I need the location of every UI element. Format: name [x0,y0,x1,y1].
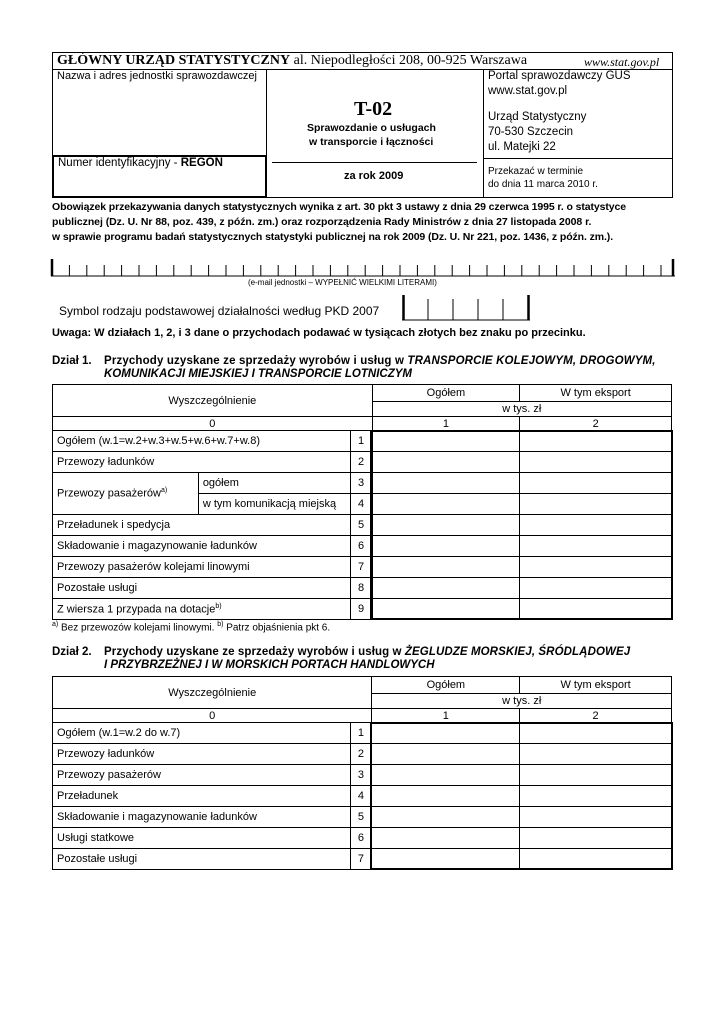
section1-col-export: W tym eksport [520,385,672,402]
section1-idx-2: 2 [520,417,672,431]
input-export[interactable] [520,557,672,578]
row-number: 5 [350,515,372,536]
form-title-2: w transporcie i łączności [309,136,434,148]
row-number: 4 [350,494,372,515]
input-export[interactable] [520,786,672,807]
footnote-b-marker: b) [217,621,224,628]
unit-name-label: Nazwa i adres jednostki sprawozdawczej [57,70,257,82]
footnote-b-text: Patrz objaśnienia pkt 6. [223,622,331,634]
table-row [53,723,672,744]
input-export[interactable] [520,723,672,744]
row-label: Składowanie i magazynowanie ładunków [53,807,351,828]
input-export[interactable] [520,807,672,828]
table-row [53,807,672,828]
input-total[interactable] [372,765,520,786]
input-total[interactable] [372,515,520,536]
section1-unit: w tys. zł [372,402,671,417]
footnote-a-text: Bez przewozów kolejami linowymi. [58,622,218,634]
input-export[interactable] [520,849,672,870]
table-row [53,452,672,473]
input-total[interactable] [372,599,520,620]
stat-office-street: ul. Matejki 22 [488,141,556,153]
email-caption: (e-mail jednostki – WYPEŁNIĆ WIELKIMI LITERAMI) [248,278,437,287]
section2-unit: w tys. zł [372,694,672,709]
table-row [53,431,672,452]
regon-label-text: Numer identyfikacyjny - [58,157,181,169]
email-field[interactable] [50,256,676,278]
row-number: 5 [350,807,372,828]
input-export[interactable] [520,431,672,452]
footnote-a-marker: a) [52,621,59,628]
year-divider [272,162,477,163]
input-total[interactable] [372,473,520,494]
section2-table [52,676,672,870]
unit-name-field[interactable] [53,84,265,154]
office-name: GŁÓWNY URZĄD STATYSTYCZNY [57,53,291,68]
pkd-code-field[interactable] [402,293,530,321]
section1-title-line-1 [104,355,656,367]
input-total[interactable] [372,849,520,870]
row-number: 6 [350,828,372,849]
input-total[interactable] [372,786,520,807]
obligation-line-1: Obowiązek przekazywania danych statystycznych wynika z art. 30 pkt 3 ustawy z dnia 29 czerwca 1995 r. o statystyce [52,201,626,213]
input-total[interactable] [372,557,520,578]
input-total[interactable] [372,536,520,557]
section2-idx-1: 1 [372,709,520,723]
input-total[interactable] [372,578,520,599]
report-year: za rok 2009 [344,170,404,182]
input-total[interactable] [372,452,520,473]
row-number: 1 [350,723,372,744]
input-export[interactable] [520,828,672,849]
row-sublabel: ogółem [198,473,350,494]
obligation-line-2: publicznej (Dz. U. Nr 88, poz. 439, z późn. zm.) oraz rozporządzenia Rady Ministrów z dnia 27 listopada 2008 r. [52,216,592,228]
form-title-1: Sprawozdanie o usługach [307,122,436,134]
row-label: Przewozy ładunków [53,744,351,765]
header-title-line [57,53,527,69]
stat-office-name: Urząd Statystyczny [488,111,587,123]
table-row [53,765,672,786]
row-number: 3 [350,765,372,786]
input-total[interactable] [372,723,520,744]
section1-number: Dział 1. [52,355,92,367]
section1-table [52,384,672,620]
row-number: 7 [350,557,372,578]
row-number: 1 [350,431,372,452]
row-number: 4 [350,786,372,807]
row-label-text: Przewozy pasażerów [57,487,161,500]
footnote-marker: b) [215,602,222,610]
input-total[interactable] [372,807,520,828]
row-label: Przeładunek i spedycja [53,515,351,536]
obligation-line-3: w sprawie programu badań statystycznych statystyki publicznej na rok 2009 (Dz. U. Nr 221, poz. 1436, z późn. zm.). [52,231,614,243]
row-label [53,473,199,515]
table-row [53,849,672,870]
input-export[interactable] [520,765,672,786]
section2-number: Dział 2. [52,646,92,658]
deadline-line-2: do dnia 11 marca 2010 r. [488,179,598,190]
row-label: Pozostałe usługi [53,578,351,599]
row-number: 7 [350,849,372,870]
row-label: Ogółem (w.1=w.2 do w.7) [53,723,351,744]
input-export[interactable] [520,599,672,620]
section2-title-italic: ŻEGLUDZE MORSKIEJ, ŚRÓDLĄDOWEJ [404,646,631,658]
deadline-line-1: Przekazać w terminie [488,166,584,177]
section1-idx-0: 0 [53,417,373,431]
row-label: Usługi statkowe [53,828,351,849]
section1-title-plain: Przychody uzyskane ze sprzedaży wyrobów i usług w [104,355,408,367]
section1-title-line-2: KOMUNIKACJI MIEJSKIEJ I TRANSPORCIE LOTNICZYM [104,368,412,380]
deadline-divider [483,158,673,159]
footnote-marker: a) [160,487,168,495]
office-address: al. Niepodległości 208, 00-925 Warszawa [293,53,528,68]
section1-col-total: Ogółem [372,385,520,402]
table-row [53,536,672,557]
input-total[interactable] [372,828,520,849]
pkd-label: Symbol rodzaju podstawowej działalności według PKD 2007 [59,304,380,318]
table-row [53,744,672,765]
row-number: 8 [350,578,372,599]
input-export[interactable] [520,473,672,494]
note-text: Uwaga: W działach 1, 2, i 3 dane o przychodach podawać w tysiącach złotych bez znaku po przecinku. [52,327,586,339]
portal-url[interactable]: www.stat.gov.pl [488,85,568,97]
row-label: Przewozy ładunków [53,452,351,473]
input-total[interactable] [372,494,520,515]
row-label [53,599,351,620]
form-code: T-02 [354,98,393,120]
section1-footnotes [52,621,330,633]
input-export[interactable] [520,536,672,557]
row-label: Ogółem (w.1=w.2+w.3+w.5+w.6+w.7+w.8) [53,431,351,452]
row-sublabel: w tym komunikacją miejską [198,494,350,515]
row-number: 3 [350,473,372,494]
section1-title-italic: TRANSPORCIE KOLEJOWYM, DROGOWYM, [407,355,656,367]
input-total[interactable] [372,431,520,452]
row-label: Przewozy pasażerów kolejami linowymi [53,557,351,578]
header-col-sep-2 [483,69,484,198]
table-row [53,515,672,536]
section2-idx-0: 0 [53,709,372,723]
row-number: 2 [350,744,372,765]
stat-office-city: 70-530 Szczecin [488,126,574,138]
row-label-text: Z wiersza 1 przypada na dotacje [57,603,216,616]
table-row [53,473,672,494]
section1-idx-1: 1 [372,417,520,431]
section2-idx-2: 2 [520,709,672,723]
input-export[interactable] [520,494,672,515]
regon-label [58,157,223,169]
portal-label: Portal sprawozdawczy GUS [488,70,631,82]
section2-col-export: W tym eksport [520,677,672,694]
row-number: 6 [350,536,372,557]
input-total[interactable] [372,744,520,765]
website-link[interactable]: www.stat.gov.pl [584,55,660,69]
table-row [53,828,672,849]
input-export[interactable] [520,515,672,536]
table-row [53,599,672,620]
row-number: 9 [350,599,372,620]
section1-col-spec: Wyszczególnienie [53,385,373,417]
section2-title-line-2: I PRZYBRZEŻNEJ I W MORSKICH PORTACH HANDLOWYCH [104,659,435,671]
regon-label-bold: REGON [180,157,223,169]
section2-col-total: Ogółem [372,677,520,694]
section2-title-line-1 [104,646,630,658]
input-export[interactable] [520,744,672,765]
table-row [53,557,672,578]
row-number: 2 [350,452,372,473]
row-label: Przewozy pasażerów [53,765,351,786]
table-row [53,578,672,599]
section2-col-spec: Wyszczególnienie [53,677,372,709]
section2-title-plain: Przychody uzyskane ze sprzedaży wyrobów i usług w [104,646,405,658]
row-label: Pozostałe usługi [53,849,351,870]
table-row [53,786,672,807]
input-export[interactable] [520,578,672,599]
row-label: Składowanie i magazynowanie ładunków [53,536,351,557]
row-label: Przeładunek [53,786,351,807]
input-export[interactable] [520,452,672,473]
